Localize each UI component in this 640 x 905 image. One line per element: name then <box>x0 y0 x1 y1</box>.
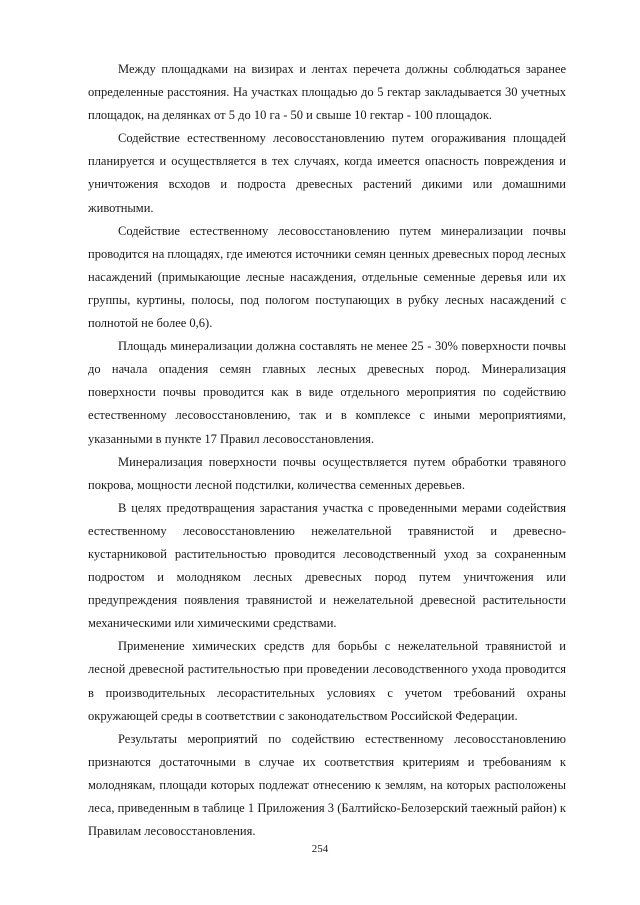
paragraph-8: Результаты мероприятий по содействию естественному лесовосстановлению признаются достаточными в случае их соответствия критериям и требованиям к молоднякам, площади которых подлежат отнесению к землям, на которых расположены леса, приведенным в таблице 1 Приложения 3 (Балтийско-Белозерский таежный район) к Правилам лесовосстановления. <box>88 731 566 839</box>
paragraph-7: Применение химических средств для борьбы с нежелательной травянистой и лесной древесной растительностью при проведении лесоводственного ухода проводится в производительных лесорастительных условиях с учетом требований охраны окружающей среды в соответствии с законодательством Российской Федерации. <box>88 639 566 723</box>
paragraph-3: Содействие естественному лесовосстановлению путем минерализации почвы проводится на площадях, где имеются источники семян ценных древесных пород лесных насаждений (примыкающие лесные насаждения, отдельные семенные деревья или их группы, куртины, полосы, под пологом поступающих в рубку лесных насаждений с полнотой не более 0,6). <box>88 223 566 331</box>
paragraph-1: Между площадками на визирах и лентах перечета должны соблюдаться заранее определенные расстояния. На участках площадью до 5 гектар закладывается 30 учетных площадок, на делянках от 5 до 10 га - 50 и свыше 10 гектар - 100 площадок. <box>88 62 566 123</box>
body-text <box>88 58 566 843</box>
paragraph-6: В целях предотвращения зарастания участка с проведенными мерами содействия естественному лесовосстановлению нежелательной травянистой и древесно-кустарниковой растительностью проводится лесоводственный уход за сохраненным подростом и молодняком лесных древесных пород путем уничтожения или предупреждения появления травянистой и нежелательной древесной растительности механическими или химическими средствами. <box>88 500 566 631</box>
page-number: 254 <box>311 843 329 855</box>
paragraph-2: Содействие естественному лесовосстановлению путем огораживания площадей планируется и осуществляется в тех случаях, когда имеется опасность повреждения и уничтожения всходов и подроста древесных растений дикими или домашними животными. <box>88 131 566 215</box>
paragraph-5: Минерализация поверхности почвы осуществляется путем обработки травяного покрова, мощности лесной подстилки, количества семенных деревьев. <box>88 454 566 492</box>
paragraph-4: Площадь минерализации должна составлять не менее 25 - 30% поверхности почвы до начала опадения семян главных лесных древесных пород. Минерализация поверхности почвы проводится как в виде отдельного мероприятия по содействию естественному лесовосстановлению, так и в комплексе с иными мероприятиями, указанными в пункте 17 Правил лесовосстановления. <box>88 339 566 446</box>
